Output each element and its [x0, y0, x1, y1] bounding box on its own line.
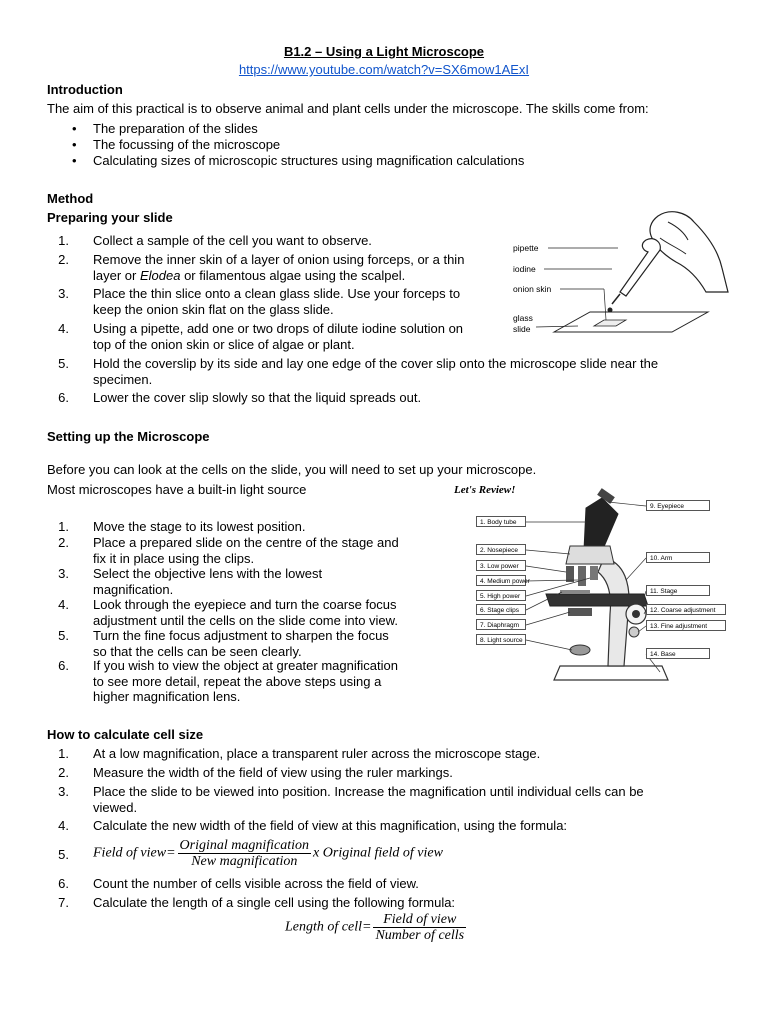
page-title: B1.2 – Using a Light Microscope: [283, 44, 485, 59]
label-stage: 11. Stage: [646, 585, 710, 596]
label-light-source: 8. Light source: [476, 634, 526, 645]
intro-bullets: [47, 121, 727, 169]
list-item: 4. Look through the eyepiece and turn the coarse focus adjustment until the cells on the slide come into view.: [58, 597, 398, 628]
svg-text:pipette: pipette: [513, 243, 539, 253]
formula-length-of-cell: Length of cell= $\frac{\text{Field of view}}{\text{Number of cells}}$: [285, 912, 465, 943]
hand-icon: [650, 212, 728, 292]
microscope-diagram: [448, 484, 733, 696]
video-link[interactable]: https://www.youtube.com/watch?v=SX6mow1AExI: [238, 62, 530, 77]
preparing-heading: Preparing your slide: [47, 210, 173, 225]
label-low-power: 3. Low power: [476, 560, 526, 571]
list-item: 5. Turn the fine focus adjustment to sharpen the focus so that the cells can be seen clearly.: [58, 628, 389, 659]
label-diaphragm: 7. Diaphragm: [476, 619, 526, 630]
glass-slide-icon: [554, 312, 708, 332]
svg-text:onion skin: onion skin: [513, 284, 552, 294]
label-base: 14. Base: [646, 648, 710, 659]
label-eyepiece: 9. Eyepiece: [646, 500, 710, 511]
label-coarse-adjustment: 12. Coarse adjustment: [646, 604, 726, 615]
list-item: • Calculating sizes of microscopic structures using magnification calculations: [47, 153, 727, 169]
list-item: 3. Place the slide to be viewed into position. Increase the magnification until individual cells can be viewed.: [58, 784, 644, 815]
list-item: 3. Place the thin slice onto a clean glass slide. Use your forceps to keep the onion skin flat on the glass slide.: [58, 286, 461, 317]
slide-preparation-diagram: [508, 208, 730, 346]
label-body-tube: 1. Body tube: [476, 516, 526, 527]
svg-text:iodine: iodine: [513, 264, 536, 274]
setup-paragraph: Most microscopes have a built-in light source: [47, 482, 307, 497]
setup-paragraph: Before you can look at the cells on the slide, you will need to set up your microscope.: [47, 462, 537, 477]
intro-heading: Introduction: [47, 82, 123, 97]
label-fine-adjustment: 13. Fine adjustment: [646, 620, 726, 631]
list-item: 6. If you wish to view the object at greater magnification to see more detail, repeat the above steps using a higher magnification lens.: [58, 658, 398, 704]
svg-text:glass: glass: [513, 313, 533, 323]
list-item: • The focussing of the microscope: [47, 137, 727, 153]
list-item: • The preparation of the slides: [47, 121, 727, 137]
review-title: Let's Review!: [454, 484, 516, 496]
intro-text: The aim of this practical is to observe animal and plant cells under the microscope. The skills come from:: [47, 101, 649, 116]
label-high-power: 5. High power: [476, 590, 526, 601]
label-arm: 10. Arm: [646, 552, 710, 563]
formula-field-of-view: 5. Field of view= $\frac{\text{Original magnification}}{\text{New magnification}}$ x Original field of view: [58, 838, 443, 869]
method-heading: Method: [47, 191, 94, 206]
label-nosepiece: 2. Nosepiece: [476, 544, 526, 555]
list-item: 5. Hold the coverslip by its side and lay one edge of the cover slip onto the microscope slide near the specimen.: [58, 356, 659, 387]
calc-heading: How to calculate cell size: [47, 727, 204, 742]
label-medium-power: 4. Medium power: [476, 575, 526, 586]
list-item: 4. Using a pipette, add one or two drops of dilute iodine solution on top of the onion skin or slice of algae or plant.: [58, 321, 464, 352]
setup-heading: Setting up the Microscope: [47, 429, 210, 444]
label-stage-clips: 6. Stage clips: [476, 604, 526, 615]
list-item: 2. Place a prepared slide on the centre of the stage and fix it in place using the clips.: [58, 535, 399, 566]
list-item: 3. Select the objective lens with the lowest magnification.: [58, 566, 323, 597]
pipette-icon: [620, 239, 660, 296]
list-item: 2. Remove the inner skin of a layer of onion using forceps, or a thin layer or Elodea or filamentous algae using the scalpel.: [58, 252, 465, 283]
svg-text:slide: slide: [513, 324, 531, 334]
